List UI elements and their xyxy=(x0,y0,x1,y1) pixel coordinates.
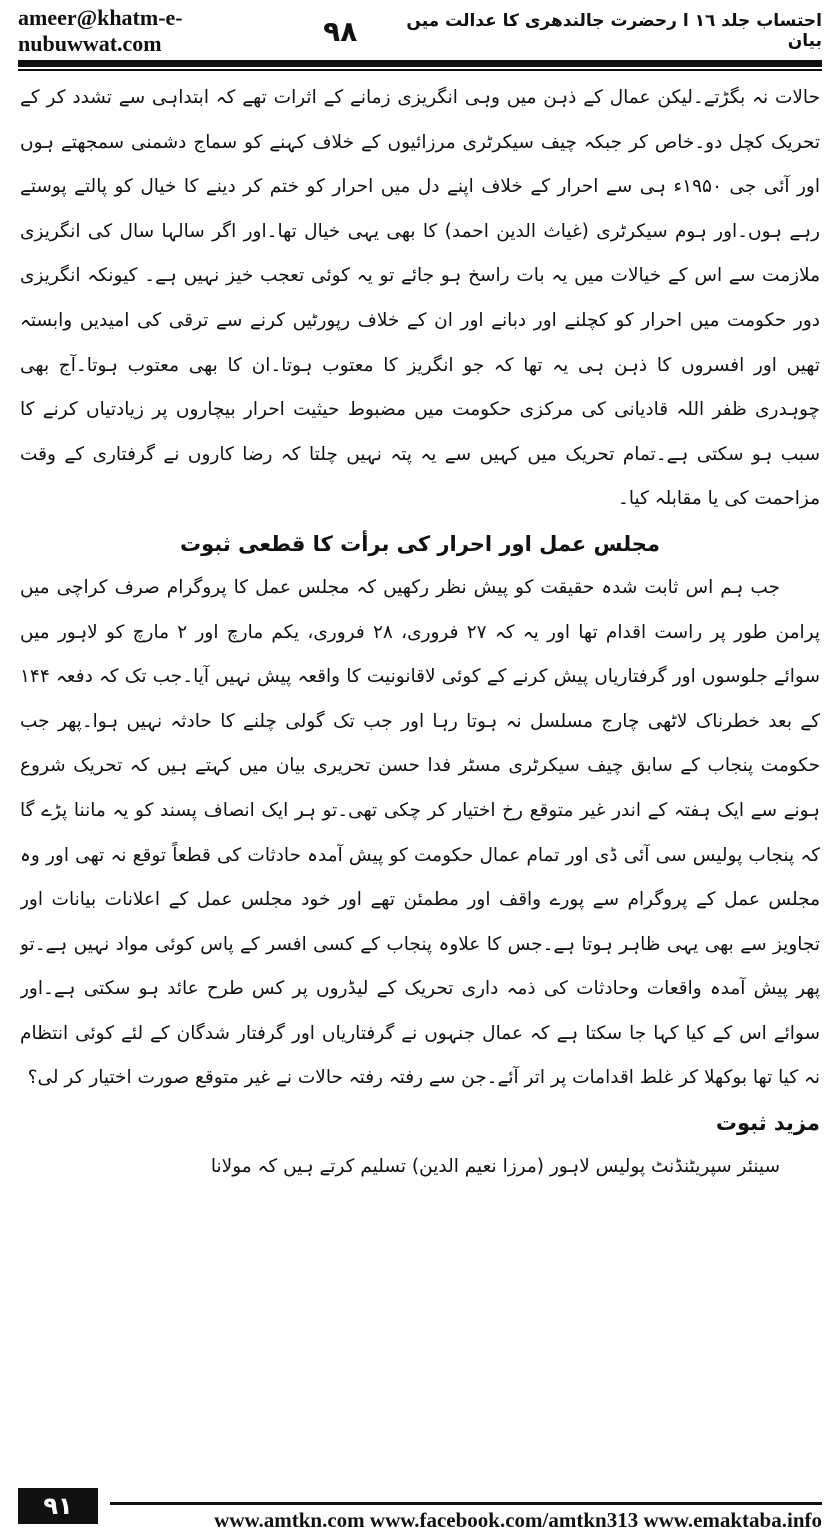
header-book-title: احتساب جلد ١٦ ا رحضرت جالندھری کا عدالت میں بیان xyxy=(406,11,822,51)
header-rule-thin xyxy=(18,69,822,71)
header-email[interactable]: ameer@khatm-e-nubuwwat.com xyxy=(18,5,183,56)
footer-links[interactable]: www.amtkn.com www.facebook.com/amtkn313 www.emaktaba.info xyxy=(214,1508,822,1532)
header-title-group xyxy=(323,11,822,51)
section-heading-further-proof: مزید ثبوت xyxy=(715,1111,820,1136)
header-rule-thick xyxy=(18,60,822,67)
page-body xyxy=(20,76,820,1441)
footer-page-number: ٩١ xyxy=(18,1488,98,1524)
body-paragraph-3: سینئر سپریٹنڈنٹ پولیس لاہور (مرزا نعیم الدین) تسلیم کرتے ہیں کہ مولانا xyxy=(210,1156,780,1178)
body-paragraph-2: جب ہم اس ثابت شدہ حقیقت کو پیش نظر رکھیں کہ مجلس عمل کا پروگرام صرف کراچی میں پرامن طور پر راست اقدام تھا اور یہ کہ ۲۷ فروری، ۲۸ فروری، یکم مارچ اور ۲ مارچ کو لاہور میں سوائے جلوسوں اور گرفتاریاں پیش کرنے کے کوئی لاقانونیت کا واقعہ پیش نہیں آیا۔جب تک کہ دفعہ ۱۴۴ کے بعد خطرناک لاٹھی چارج مسلسل نہ ہوتا رہا اور جب تک گولی چلنے کا حادثہ نہیں ہوا۔پھر جب حکومت پنجاب کے سابق چیف سیکرٹری مسٹر فدا حسن تحریری بیان میں کہتے ہیں کہ تحریک شروع ہونے سے ایک ہفتہ کے اندر غیر متوقع رخ اختیار کر چکی تھی۔تو ہر ایک انصاف پسند کو یہ ماننا پڑے گا کہ پنجاب پولیس سی آئی ڈی اور تمام عمال حکومت کو پیش آمدہ حادثات کی قطعاً توقع نہ تھی اور وہ مجلس عمل کے پروگرام سے پورے واقف اور مطمئن تھے اور خود مجلس عمل کے اعلانات بیانات اور تجاویز سے بھی یہی ظاہر ہوتا ہے۔جس کا علاوہ پنجاب کے کسی افسر کے پاس کوئی مواد نہیں ہے۔تو پھر پیش آمدہ واقعات وحادثات کی ذمہ داری تحریک کے لیڈروں پر کس طرح عائد ہو سکتی ہے۔اور سوائے اس کے کیا کہا جا سکتا ہے کہ عمال جنہوں نے گرفتاریاں اور گرفتار شدگان کے لئے کوئی انتظام نہ کیا تھا بوکھلا کر غلط اقدامات پر اتر آئے۔جن سے رفتہ رفتہ حالات نے غیر متوقع صورت اختیار کر لی؟ xyxy=(20,576,820,1089)
page-header xyxy=(18,6,822,56)
header-page-number: ٩٨ xyxy=(323,14,358,48)
section-heading-acquittal: مجلس عمل اور احرار کی برأت کا قطعی ثبوت xyxy=(180,531,660,556)
footer-rule xyxy=(110,1502,822,1505)
body-paragraph-1: حالات نہ بگڑتے۔لیکن عمال کے ذہن میں وہی انگریزی زمانے کے اثرات تھے کہ ابتداہی سے تشدد کر کے تحریک کچل دو۔خاص کر جبکہ چیف سیکرٹری مرزائیوں کے خلاف کہنے کو سماج دشمنی سمجھتے ہوں اور آئی جی ۱۹۵۰ء ہی سے احرار کے خلاف اپنے دل میں احرار کو ختم کر دینے کا خیال کو پالتے پوستے رہے ہوں۔اور ہوم سیکرٹری (غیاث الدین احمد) کا بھی یہی خیال تھا۔اور اگر سالہا سال کی انگریزی ملازمت سے اس کے خیالات میں یہ بات راسخ ہو جائے تو یہ کوئی تعجب خیز نہیں ہے۔ کیونکہ انگریزی دور حکومت میں احرار کو کچلنے اور دبانے اور ان کے خلاف رپورٹیں کرنے سے ترقی کی امیدیں وابستہ تھیں اور افسروں کا ذہن ہی یہ تھا کہ جو انگریز کا معتوب ہوتا۔ان کا بھی معتوب ہوتا۔آج بھی چوہدری ظفر اللہ قادیانی کی مرکزی حکومت میں مضبوط حیثیت احرار بیچاروں پر زیادتیاں کرنے کا سبب ہو سکتی ہے۔تمام تحریک میں کہیں سے یہ پتہ نہیں چلتا کہ رضا کاروں نے گرفتاری کے وقت مزاحمت کی یا مقابلہ کیا۔ xyxy=(20,87,820,510)
